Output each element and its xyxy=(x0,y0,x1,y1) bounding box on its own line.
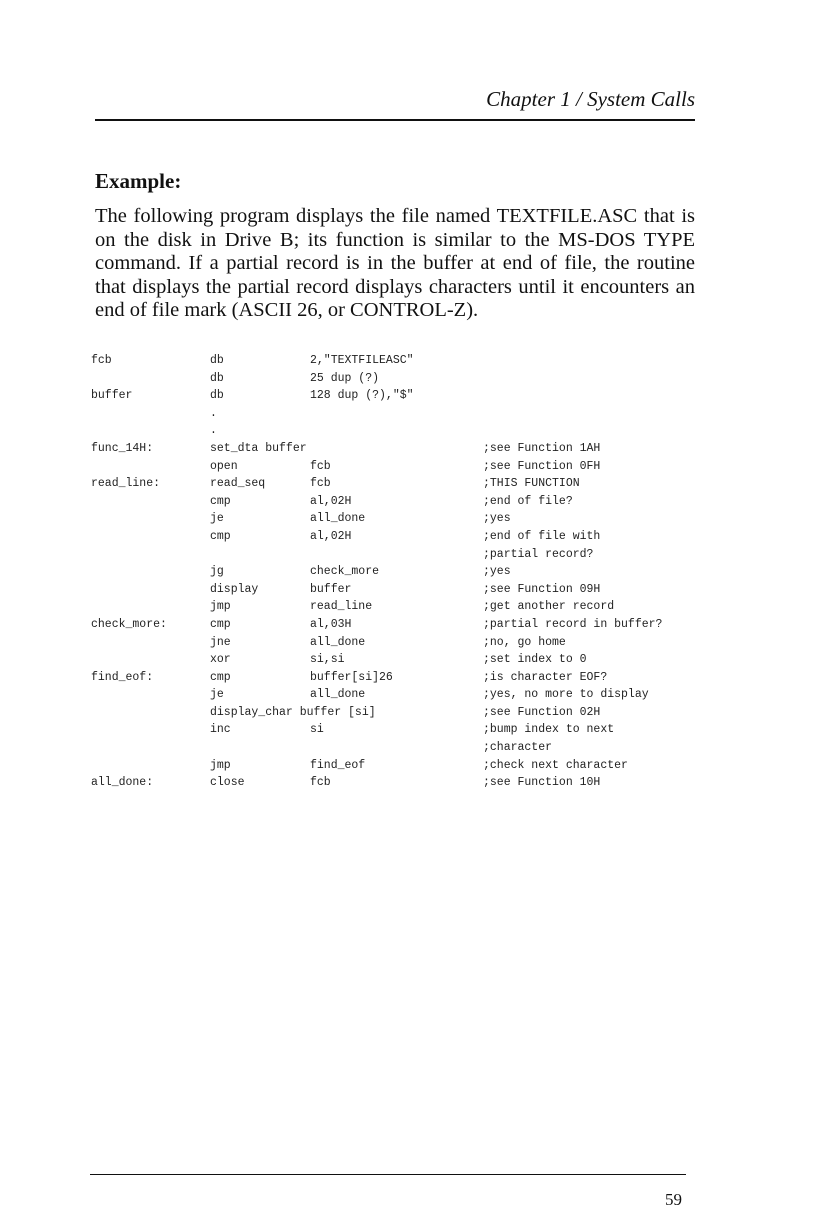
code-operand: check_more xyxy=(310,565,380,579)
code-instruction: jg xyxy=(210,565,224,579)
code-line xyxy=(91,372,711,390)
code-comment: ;end of file with xyxy=(483,529,601,543)
code-operand: 25 dup (?) xyxy=(310,371,380,385)
code-instruction: cmp xyxy=(210,617,231,631)
code-operand: fcb xyxy=(310,477,331,491)
code-line xyxy=(91,723,711,741)
code-comment: ;yes xyxy=(483,512,511,526)
code-instruction: je xyxy=(210,688,224,702)
code-instruction: . xyxy=(210,406,217,420)
code-instruction: set_dta buffer xyxy=(210,441,307,455)
code-comment: ;THIS FUNCTION xyxy=(483,477,580,491)
code-line xyxy=(91,741,711,759)
code-line xyxy=(91,600,711,618)
code-label: fcb xyxy=(91,354,112,367)
code-comment: ;see Function 10H xyxy=(483,776,601,790)
code-label: find_eof: xyxy=(91,670,154,684)
code-line xyxy=(91,424,711,442)
code-line xyxy=(91,565,711,583)
code-operand: al,02H xyxy=(310,529,352,543)
code-instruction: db xyxy=(210,389,224,403)
code-comment: ;see Function 02H xyxy=(483,705,601,719)
page-number: 59 xyxy=(665,1190,682,1209)
code-operand: 2,"TEXTFILEASC" xyxy=(310,354,414,367)
code-instruction: jmp xyxy=(210,600,231,614)
code-comment: ;no, go home xyxy=(483,635,566,649)
code-comment: ;is character EOF? xyxy=(483,670,608,684)
code-instruction: db xyxy=(210,371,224,385)
bottom-rule xyxy=(90,1174,686,1175)
body-paragraph: The following program displays the file named TEXTFILE.ASC that is on the disk in Drive B; its function is similar to the MS-DOS TYPE command. If a partial record is in the buffer at end of file, the routine that displays the partial record displays characters until it encounters an end of file mark (ASCII 26, or CONTROL-Z). xyxy=(95,205,695,322)
code-operand: fcb xyxy=(310,776,331,790)
code-comment: ;partial record? xyxy=(483,547,594,561)
code-label: check_more: xyxy=(91,617,167,631)
code-line xyxy=(91,688,711,706)
code-instruction: . xyxy=(210,424,217,438)
code-comment: ;see Function 1AH xyxy=(483,441,601,455)
code-comment: ;yes xyxy=(483,565,511,579)
running-head: Chapter 1 / System Calls xyxy=(486,87,695,111)
code-comment: ;see Function 0FH xyxy=(483,459,601,473)
code-operand: buffer[si]26 xyxy=(310,670,393,684)
code-operand: 128 dup (?),"$" xyxy=(310,389,414,403)
code-instruction: jne xyxy=(210,635,231,649)
code-label: all_done: xyxy=(91,776,154,790)
section-heading: Example: xyxy=(95,169,182,193)
code-operand: al,02H xyxy=(310,494,352,508)
code-instruction: inc xyxy=(210,723,231,737)
code-line xyxy=(91,759,711,777)
code-label: read_line: xyxy=(91,477,161,491)
code-instruction: cmp xyxy=(210,494,231,508)
code-comment: ;character xyxy=(483,741,553,755)
code-operand: si xyxy=(310,723,324,737)
code-instruction: read_seq xyxy=(210,477,266,491)
code-operand: al,03H xyxy=(310,617,352,631)
code-instruction: jmp xyxy=(210,758,231,772)
code-operand: find_eof xyxy=(310,758,366,772)
code-instruction: close xyxy=(210,776,245,790)
code-listing xyxy=(91,354,711,794)
code-comment: ;partial record in buffer? xyxy=(483,617,663,631)
code-operand: read_line xyxy=(310,600,373,614)
code-instruction: db xyxy=(210,354,224,367)
code-operand: fcb xyxy=(310,459,331,473)
code-label: buffer xyxy=(91,389,133,403)
code-operand: all_done xyxy=(310,512,366,526)
code-line xyxy=(91,407,711,425)
code-line xyxy=(91,653,711,671)
code-instruction: display xyxy=(210,582,259,596)
code-line xyxy=(91,477,711,495)
code-instruction: display_char buffer [si] xyxy=(210,705,376,719)
code-instruction: open xyxy=(210,459,238,473)
code-instruction: cmp xyxy=(210,670,231,684)
code-line xyxy=(91,618,711,636)
code-comment: ;set index to 0 xyxy=(483,653,587,667)
code-line xyxy=(91,512,711,530)
code-instruction: je xyxy=(210,512,224,526)
code-label: func_14H: xyxy=(91,441,154,455)
code-operand: buffer xyxy=(310,582,352,596)
code-comment: ;end of file? xyxy=(483,494,573,508)
code-line xyxy=(91,636,711,654)
code-comment: ;yes, no more to display xyxy=(483,688,649,702)
code-line xyxy=(91,548,711,566)
code-line xyxy=(91,460,711,478)
code-instruction: xor xyxy=(210,653,231,667)
code-line xyxy=(91,776,711,794)
code-comment: ;bump index to next xyxy=(483,723,615,737)
code-line xyxy=(91,442,711,460)
code-comment: ;check next character xyxy=(483,758,628,772)
code-line xyxy=(91,583,711,601)
code-line xyxy=(91,530,711,548)
code-comment: ;see Function 09H xyxy=(483,582,601,596)
code-line xyxy=(91,389,711,407)
code-instruction: cmp xyxy=(210,529,231,543)
code-operand: all_done xyxy=(310,688,366,702)
code-line xyxy=(91,706,711,724)
code-comment: ;get another record xyxy=(483,600,615,614)
code-line xyxy=(91,671,711,689)
code-line xyxy=(91,495,711,513)
code-operand: si,si xyxy=(310,653,345,667)
code-operand: all_done xyxy=(310,635,366,649)
top-rule xyxy=(95,119,695,121)
code-line xyxy=(91,354,711,372)
